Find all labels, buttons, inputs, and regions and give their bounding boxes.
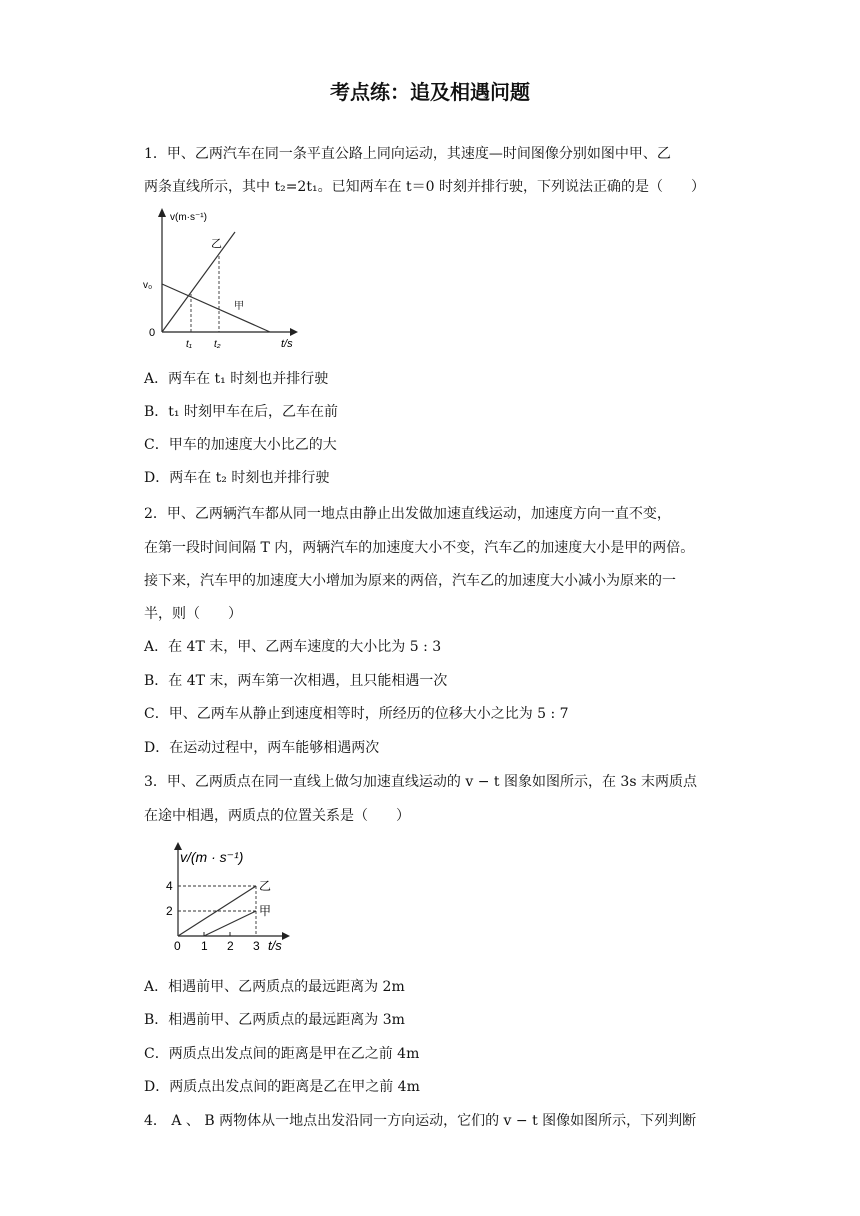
q3-vt-graph (150, 840, 300, 962)
q3-x1-label: 1 (201, 939, 208, 953)
q1-option-b: B．t₁ 时刻甲车在后，乙车在前 (144, 404, 338, 420)
q2-stem-line4: 半，则（ ） (144, 606, 242, 622)
q1-line-jia (162, 284, 270, 332)
q2-option-a: A．在 4T 末，甲、乙两车速度的大小比为 5 : 3 (144, 639, 442, 655)
q2-stem-line3: 接下来，汽车甲的加速度大小增加为原来的两倍，汽车乙的加速度大小减小为原来的一 (144, 573, 676, 589)
q1-ylabel: v(m·s⁻¹) (170, 212, 207, 223)
q1-jia-label: 甲 (234, 301, 244, 312)
q3-ylabel: v/(m · s⁻¹) (180, 849, 244, 865)
q3-xlabel: t/s (268, 938, 282, 953)
q2-stem-line2: 在第一段时间间隔 T 内，两辆汽车的加速度大小不变，汽车乙的加速度大小是甲的两倍。 (144, 540, 695, 556)
q1-vt-graph (140, 205, 310, 355)
q4-stem-line1: 4． A 、 B 两物体从一地点出发沿同一方向运动，它们的 v − t 图像如图所示，下列判断 (144, 1113, 697, 1129)
q1-v0-label: v₀ (143, 280, 153, 291)
q1-line-yi (162, 232, 235, 332)
q1-option-c: C．甲车的加速度大小比乙的大 (144, 437, 337, 453)
q3-y4-label: 4 (166, 879, 173, 893)
q2-option-c: C．甲、乙两车从静止到速度相等时，所经历的位移大小之比为 5 : 7 (144, 706, 569, 722)
q2-option-b: B．在 4T 末，两车第一次相遇，且只能相遇一次 (144, 673, 448, 689)
q1-option-d: D．两车在 t₂ 时刻也并排行驶 (144, 470, 330, 486)
q3-x2-label: 2 (227, 939, 234, 953)
q3-stem-line2: 在途中相遇，两质点的位置关系是（ ） (144, 808, 410, 824)
q1-yi-label: 乙 (211, 238, 222, 250)
page-title: 考点练：追及相遇问题 (330, 80, 530, 104)
q1-option-a: A．两车在 t₁ 时刻也并排行驶 (144, 371, 329, 387)
q1-stem-line1: 1．甲、乙两汽车在同一条平直公路上同向运动，其速度—时间图像分别如图中甲、乙 (144, 146, 671, 162)
q1-t2-label: t₂ (214, 339, 221, 350)
q1-stem-line2: 两条直线所示，其中 t₂=2t₁。已知两车在 t＝0 时刻并排行驶，下列说法正确的是（ ） (144, 179, 705, 195)
q3-x3-label: 3 (253, 939, 260, 953)
q3-option-a: A．相遇前甲、乙两质点的最远距离为 2m (144, 979, 405, 995)
q2-option-d: D．在运动过程中，两车能够相遇两次 (144, 740, 380, 756)
q3-option-d: D．两质点出发点间的距离是乙在甲之前 4m (144, 1079, 420, 1095)
q3-yi-label: 乙 (259, 879, 272, 893)
q2-stem-line1: 2．甲、乙两辆汽车都从同一地点由静止出发做加速直线运动，加速度方向一直不变， (144, 506, 671, 522)
q3-option-c: C．两质点出发点间的距离是甲在乙之前 4m (144, 1046, 420, 1062)
q1-origin-label: 0 (149, 327, 156, 339)
q3-stem-line1: 3．甲、乙两质点在同一直线上做匀加速直线运动的 v − t 图象如图所示，在 3s 末两质点 (144, 774, 697, 790)
q3-option-b: B．相遇前甲、乙两质点的最远距离为 3m (144, 1012, 405, 1028)
q3-jia-label: 甲 (259, 904, 272, 918)
q1-xlabel: t/s (281, 338, 293, 350)
q1-t1-label: t₁ (186, 339, 192, 350)
q3-x0-label: 0 (174, 939, 181, 953)
q3-y2-label: 2 (166, 904, 173, 918)
